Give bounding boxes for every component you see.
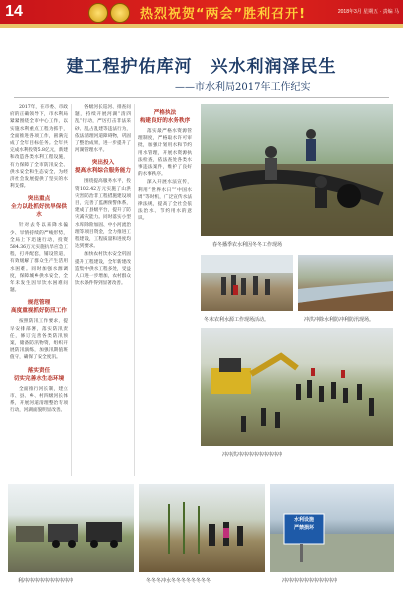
text-column-3 — [138, 104, 192, 476]
text-column-2 — [75, 104, 131, 476]
paragraph: 按照防汛工作要求，提早安排部署，落实防汛责任，修订完善各类防汛预案，储备防汛物资，组织开展防汛演练，加强汛期值班值守，确保了安全度汛。 — [10, 319, 68, 361]
section-heading: 规范管理 高度重视抓好防汛工作 — [11, 300, 67, 315]
page-number: 14 — [5, 3, 23, 20]
section-heading: 落实责任 切实完善水生态环境 — [13, 367, 65, 382]
column-divider — [134, 104, 135, 476]
section-heading: 突出投入 提高水利综合服务能力 — [75, 160, 131, 175]
section-heading: 突出重点 全力以赴抓好抗旱保供水 — [11, 196, 67, 219]
photo-vehicles-site — [8, 484, 134, 572]
photo-planting — [139, 484, 265, 572]
paragraph: 2017年，在市委、市政府的正确领导下，市水利局紧紧围绕全市中心工作，以实施水利重点工程为抓手，全面推进各项工作，圆满完成了全年目标任务。全年共完成水利投资5.8亿元，新建和改造各类水利工程设施，有力保障了全市防汛安全、供水安全和生态安全，为经济社会发展提供了坚实的水利支撑。 — [10, 105, 68, 190]
article-title: 建工程护佑库河 兴水利润泽民生 — [66, 57, 337, 77]
paragraph: 加快农村饮水安全巩固提升工程建设，全年新建改造集中供水工程多处，受益人口进一步增加，农村群众饮水条件得到显著改善。 — [75, 252, 131, 287]
column-divider — [71, 104, 72, 476]
banner-info: 2018年3月 星期五 · 责编 马 — [337, 9, 399, 15]
paragraph: 落实最严格水资源管理制度，严格取水许可审批，加强计划用水和节约用水管理，开展水资源执法检查，依法查处各类水事违法案件，维护了良好的水事秩序。 — [138, 129, 192, 178]
photo-caption: 冲冲洪冲冲冲冲冲冲冲冲冲 — [222, 452, 283, 458]
paragraph: 深入开展水法宣传，利用“世界水日”“中国水周”等时机，广泛宣传水法律法规，提高了全社会依法治水、节约用水的意识。 — [138, 180, 192, 222]
photo-caption: 春冬播季农水利因冬冬工作现场 — [212, 242, 283, 248]
photo-pipe-installation — [201, 104, 393, 236]
photo-caption: 利冲冲冲冲冲冲冲冲冲冲 — [18, 578, 74, 584]
title-divider — [14, 97, 389, 98]
banner-stripe — [0, 24, 403, 28]
photo-reservoir-sign — [270, 484, 394, 572]
paragraph: 全面推行河长制，建立市、县、乡、村四级河长体系，开展河道清理整治专项行动，河湖面貌明显改善。 — [10, 386, 68, 414]
photo-caption: 冬末农利水源工作现场活动。 — [204, 317, 270, 323]
photo-officials-visit — [201, 255, 293, 311]
article-subtitle: ——市水利局2017年工作纪实 — [175, 82, 311, 93]
photo-excavator-crowd — [201, 328, 393, 446]
photo-river-channel — [298, 255, 393, 311]
paragraph: 针对去冬以来降水偏少、旱情持续的严峻形势，全局上下迅速行动，投资584.36万元实施抗旱应急工程，打井配套，铺设管道，有效缓解了群众生产生活用水困难。同时加强水源调度，保障城乡供水安全，全年未发生因旱饮水困难问题。 — [10, 223, 68, 294]
text-column-1 — [10, 104, 68, 476]
photo-caption: 冬冬冬冲水冬冬冬冬冬冬冬冬 — [146, 578, 212, 584]
header-banner — [0, 0, 403, 24]
national-emblem-icon — [110, 3, 130, 23]
banner-headline: 热烈祝贺“两会”胜利召开! — [140, 7, 307, 22]
warning-sign: 水利设施 严禁损坏 — [293, 517, 314, 531]
paragraph: 各级河长巡河、排查问题，持续开展河湖“清四乱”行动，严厉打击非法采砂、乱占乱建等违法行为，依法清理河道障碍物，巩固了整治成果，进一步提升了河湖管理水平。 — [75, 105, 131, 154]
photo-caption: 冲洪冲除水利防冲利防汛现场。 — [304, 317, 375, 323]
party-emblem-icon — [88, 3, 108, 23]
photo-caption: 冲冲冲冲冲冲冲冲冲冲冲 — [282, 578, 338, 584]
section-heading: 严格执法 构建良好的水务秩序 — [139, 110, 191, 124]
paragraph: 围绕提高服务水平，投资102.42万元实施了山洪灾害防治非工程措施建设项目，完善了监测预警体系，建成了县级平台，提升了防灾减灾能力。同时落实小型水库除险加固、中小河流治理等项目资金，全力推进工程建设，工程质量和进度均达到要求。 — [75, 179, 131, 250]
